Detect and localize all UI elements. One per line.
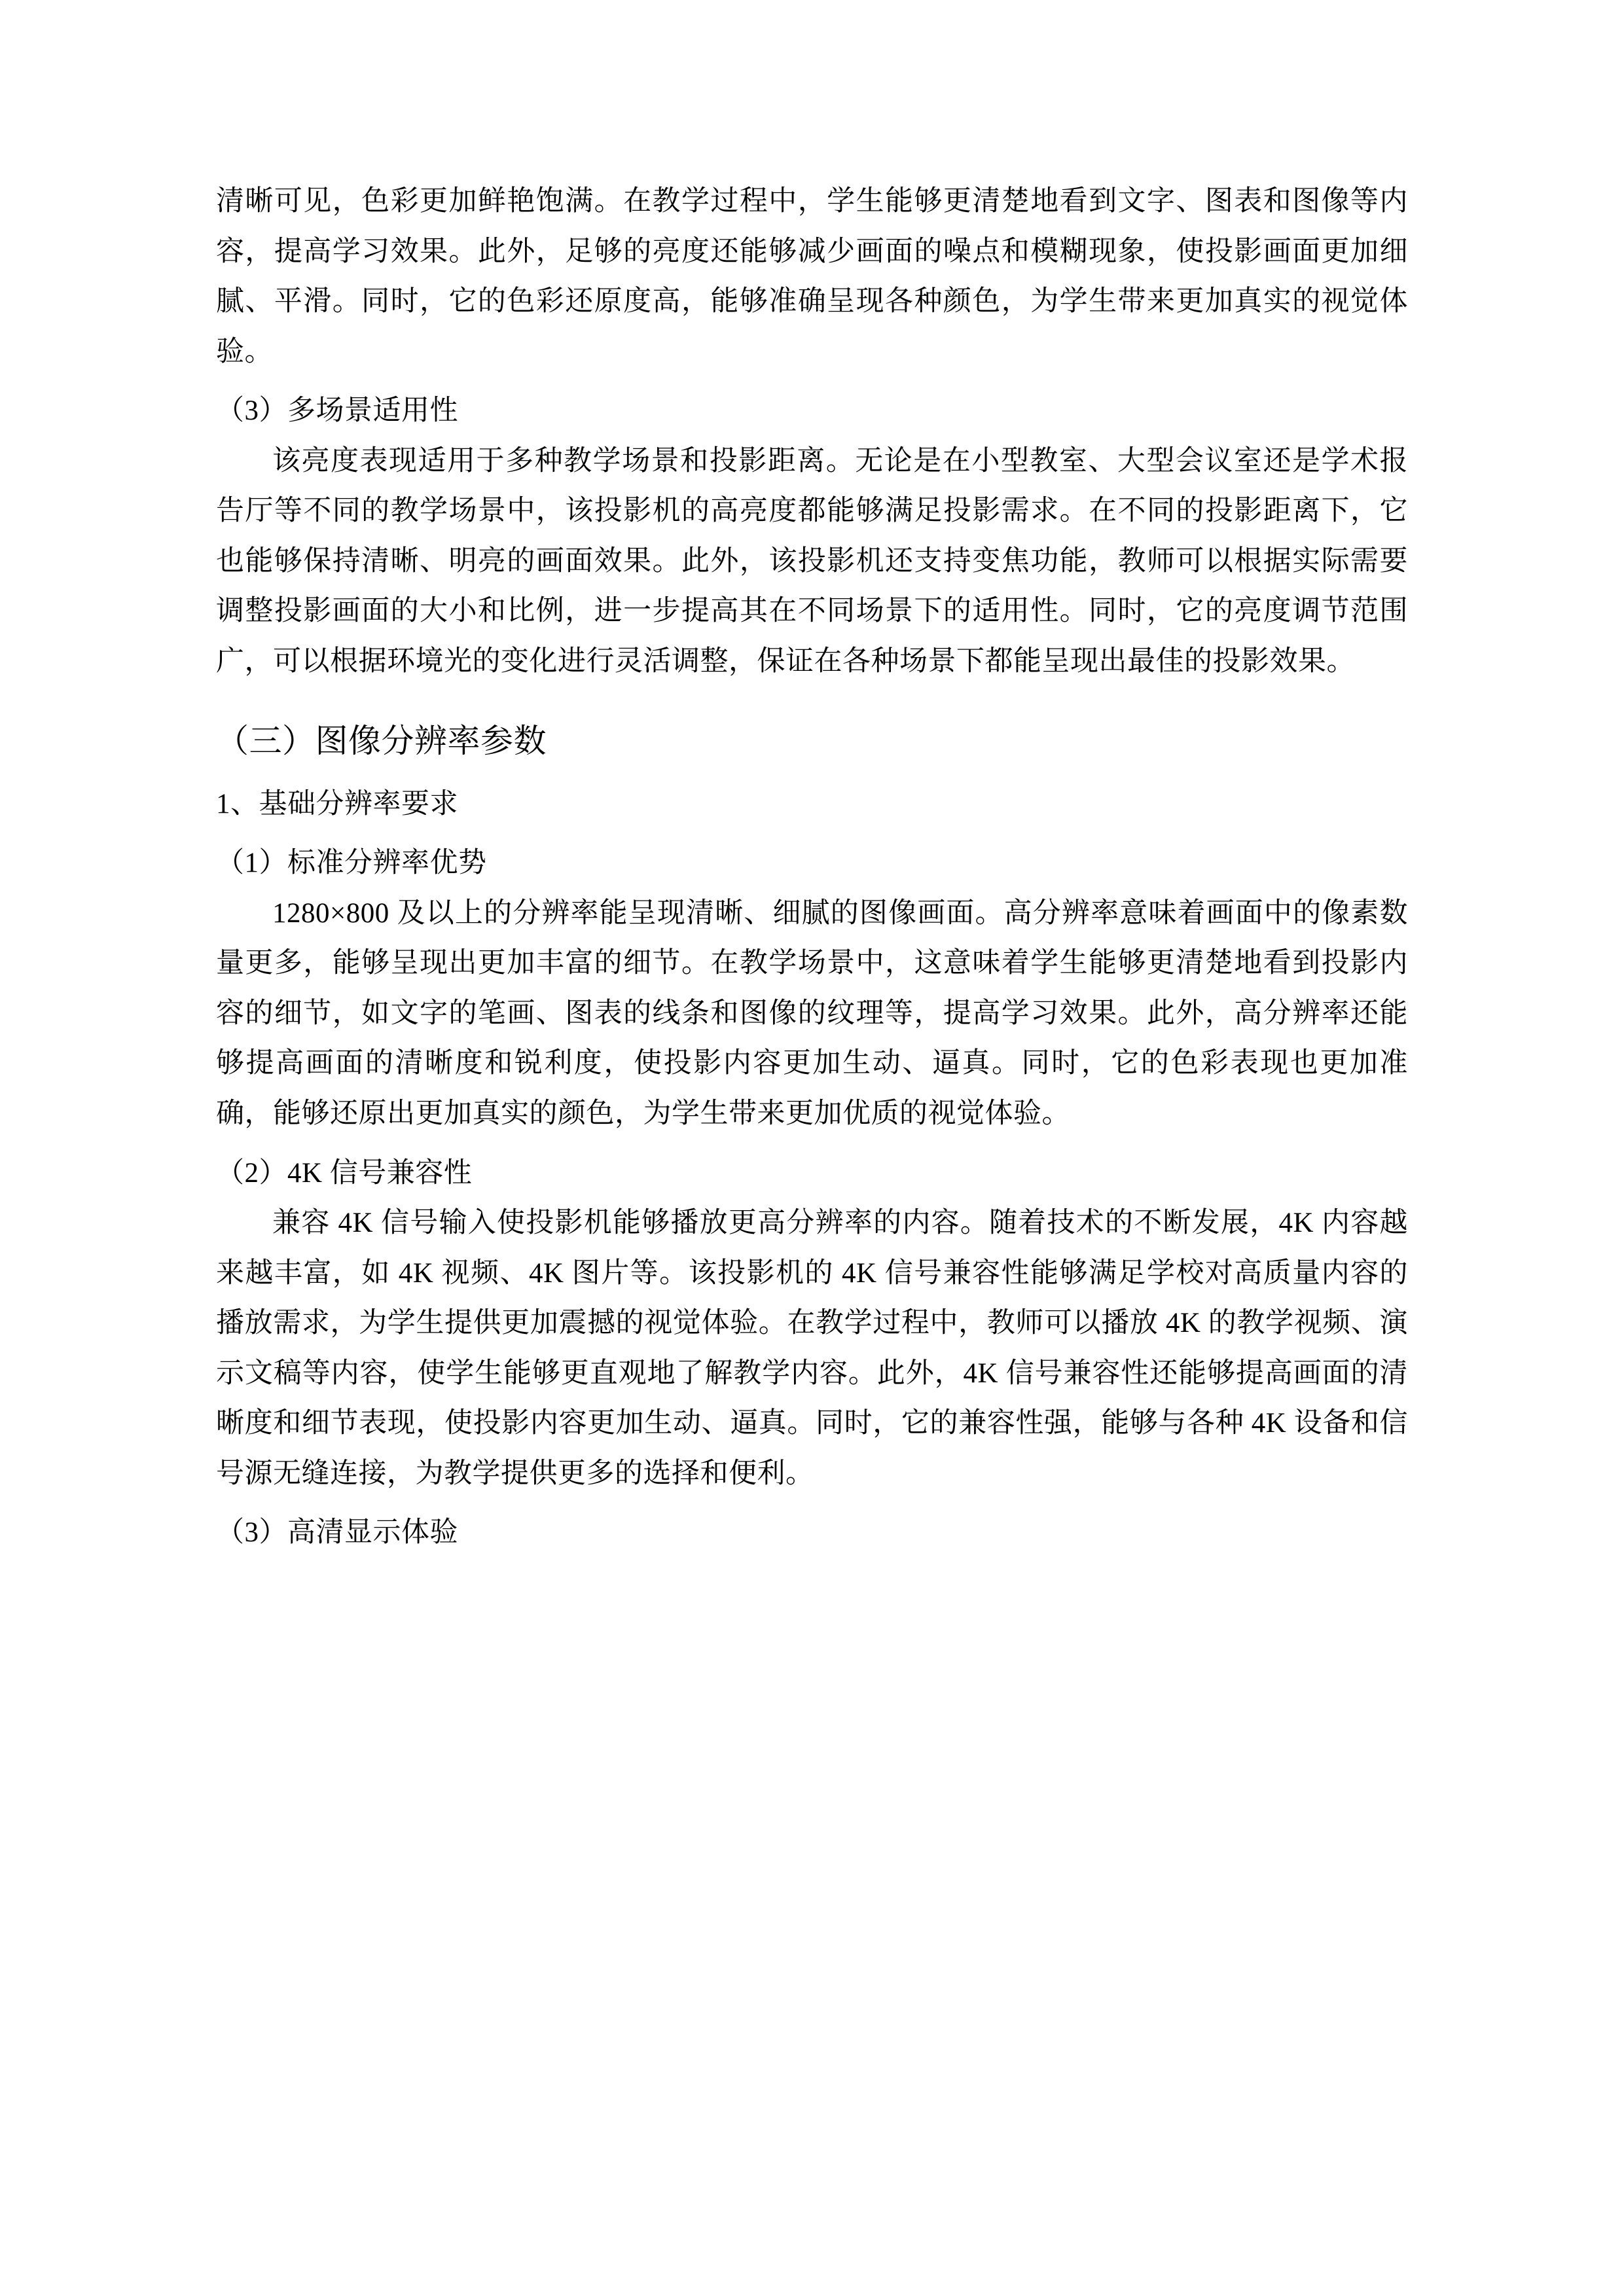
paragraph-standard-resolution-advantage: 1280×800 及以上的分辨率能呈现清晰、细腻的图像画面。高分辨率意味着画面中的像素数量更多，能够呈现出更加丰富的细节。在教学场景中，这意味着学生能够更清楚地看到投影内容的细节，如文字的笔画、图表的线条和图像的纹理等，提高学习效果。此外，高分辨率还能够提高画面的清晰度和锐利度，使投影内容更加生动、逼真。同时，它的色彩表现也更加准确，能够还原出更加真实的颜色，为学生带来更加优质的视觉体验。 xyxy=(216,897,1408,1129)
document-body xyxy=(216,177,1408,1558)
heading-4k-signal-compatibility: （2）4K 信号兼容性 xyxy=(216,1157,473,1189)
paragraph-4k-signal-compatibility: 兼容 4K 信号输入使投影机能够播放更高分辨率的内容。随着技术的不断发展，4K 内容越来越丰富，如 4K 视频、4K 图片等。该投影机的 4K 信号兼容性能够满足学校对高质量内容的播放需求，为学生提供更加震撼的视觉体验。在教学过程中，教师可以播放 4K 的教学视频、演示文稿等内容，使学生能够更直观地了解教学内容。此外，4K 信号兼容性还能够提高画面的清晰度和细节表现，使投影内容更加生动、逼真。同时，它的兼容性强，能够与各种 4K 设备和信号源无缝连接，为教学提供更多的选择和便利。 xyxy=(216,1208,1408,1489)
paragraph-continuation-brightness: 清晰可见，色彩更加鲜艳饱满。在教学过程中，学生能够更清楚地看到文字、图表和图像等内容，提高学习效果。此外，足够的亮度还能够减少画面的噪点和模糊现象，使投影画面更加细腻、平滑。同时，它的色彩还原度高，能够准确呈现各种颜色，为学生带来更加真实的视觉体验。 xyxy=(216,186,1408,367)
heading-multi-scene-applicability: （3）多场景适用性 xyxy=(216,395,458,427)
heading-section-image-resolution: （三）图像分辨率参数 xyxy=(216,723,547,760)
heading-basic-resolution-requirement: 1、基础分辨率要求 xyxy=(216,788,458,819)
paragraph-multi-scene-applicability: 该亮度表现适用于多种教学场景和投影距离。无论是在小型教室、大型会议室还是学术报告厅等不同的教学场景中，该投影机的高亮度都能够满足投影需求。在不同的投影距离下，它也能够保持清晰、明亮的画面效果。此外，该投影机还支持变焦功能，教师可以根据实际需要调整投影画面的大小和比例，进一步提高其在不同场景下的适用性。同时，它的亮度调节范围广，可以根据环境光的变化进行灵活调整，保证在各种场景下都能呈现出最佳的投影效果。 xyxy=(216,445,1408,677)
heading-standard-resolution-advantage: （1）标准分辨率优势 xyxy=(216,848,487,879)
heading-hd-display-experience: （3）高清显示体验 xyxy=(216,1517,458,1549)
